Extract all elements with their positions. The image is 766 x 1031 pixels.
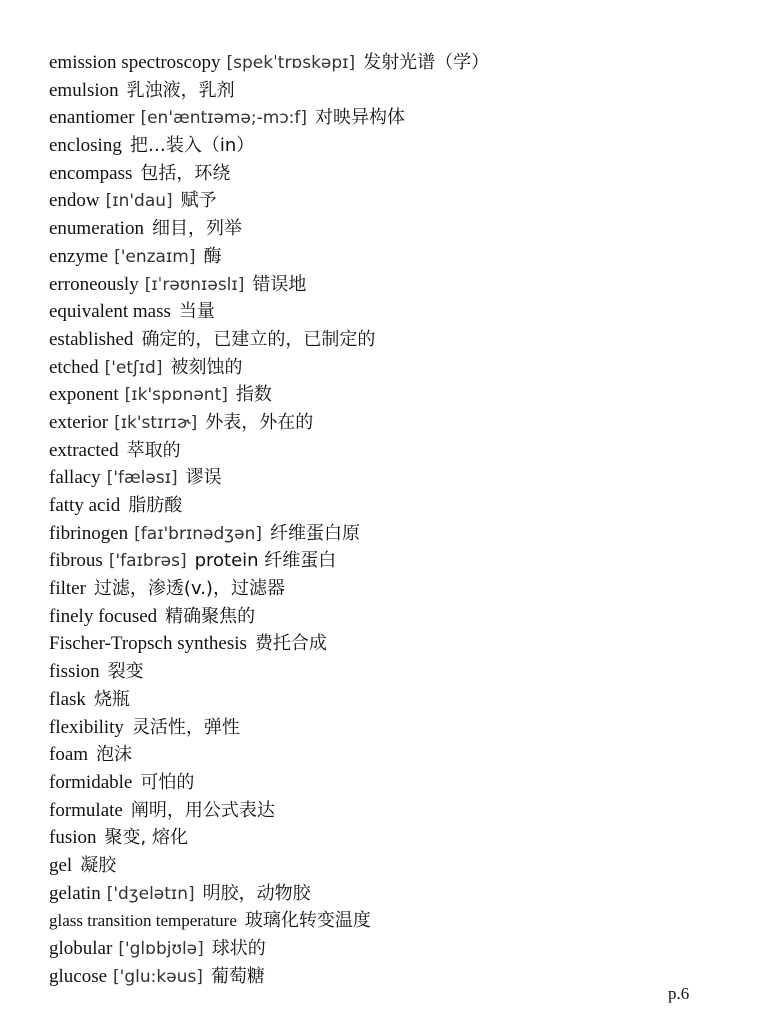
entry-translation: protein 纤维蛋白 bbox=[194, 550, 337, 572]
entry-pronunciation: ['etʃɪd] bbox=[104, 357, 163, 378]
entry-pronunciation: ['enzaɪm] bbox=[114, 246, 196, 267]
entry-term: fatty acid bbox=[49, 495, 121, 516]
entry-translation: 纤维蛋白原 bbox=[270, 522, 360, 544]
glossary-entry bbox=[49, 686, 749, 714]
entry-translation: 把…装入（in） bbox=[129, 135, 255, 157]
glossary-entry bbox=[49, 907, 749, 935]
glossary-entry bbox=[49, 354, 749, 382]
entry-term: formidable bbox=[49, 771, 133, 793]
entry-translation: 明胶，动物胶 bbox=[202, 882, 311, 904]
entry-translation: 细目，列举 bbox=[151, 218, 242, 240]
entry-translation: 费托合成 bbox=[254, 633, 327, 655]
entry-pronunciation: ['fæləsɪ] bbox=[106, 468, 178, 489]
entry-pronunciation: [spekˈtrɒskəpɪ] bbox=[226, 53, 356, 73]
entry-pronunciation: [en'æntɪəmə;-mɔ:f] bbox=[140, 108, 308, 129]
glossary-entry bbox=[49, 603, 749, 631]
entry-translation: 被刻蚀的 bbox=[170, 356, 243, 378]
glossary-entry bbox=[49, 824, 749, 852]
entry-translation: 精确聚焦的 bbox=[165, 605, 256, 627]
entry-term: emission spectroscopy bbox=[49, 52, 221, 73]
glossary-entry bbox=[49, 935, 749, 963]
glossary-entry bbox=[49, 797, 749, 825]
entry-translation: 发射光谱（学） bbox=[363, 52, 490, 73]
page-number: p.6 bbox=[668, 984, 690, 1003]
entry-translation: 凝胶 bbox=[80, 854, 117, 876]
glossary-entry bbox=[49, 215, 749, 243]
entry-translation: 赋予 bbox=[180, 190, 217, 212]
entry-term: gel bbox=[49, 854, 73, 876]
glossary-entry bbox=[49, 77, 749, 105]
entry-term: enclosing bbox=[49, 135, 122, 157]
glossary-entry bbox=[49, 714, 749, 742]
entry-pronunciation: [faɪ'brɪnədʒən] bbox=[134, 523, 262, 544]
entry-term: enantiomer bbox=[49, 107, 135, 129]
glossary-entry bbox=[49, 741, 749, 769]
entry-term: globular bbox=[49, 938, 113, 959]
entry-term: emulsion bbox=[49, 79, 119, 101]
glossary-entry bbox=[49, 243, 749, 271]
glossary-entry bbox=[49, 437, 749, 465]
entry-term: equivalent mass bbox=[49, 301, 171, 323]
entry-translation: 烧瓶 bbox=[93, 688, 130, 710]
entry-term: glucose bbox=[49, 965, 108, 987]
entry-term: exterior bbox=[49, 411, 109, 433]
glossary-entry bbox=[49, 160, 749, 188]
glossary-entry bbox=[49, 104, 749, 132]
glossary-entry bbox=[49, 547, 749, 575]
entry-term: filter bbox=[49, 578, 86, 600]
glossary-entry bbox=[49, 298, 749, 326]
entry-term: fusion bbox=[49, 827, 97, 849]
entry-translation: 包括，环绕 bbox=[140, 162, 231, 184]
entry-term: established bbox=[49, 328, 134, 350]
entry-term: Fischer-Tropsch synthesis bbox=[49, 633, 247, 655]
entry-term: flask bbox=[49, 688, 86, 710]
entry-translation: 外表，外在的 bbox=[205, 411, 314, 433]
glossary-entry bbox=[49, 658, 749, 686]
glossary-list bbox=[49, 49, 749, 990]
entry-term: erroneously bbox=[49, 273, 139, 295]
glossary-entry bbox=[49, 575, 749, 603]
entry-pronunciation: [ɪn'dau] bbox=[105, 191, 173, 212]
entry-translation: 玻璃化转变温度 bbox=[244, 910, 371, 932]
glossary-entry bbox=[49, 326, 749, 354]
entry-term: glass transition temperature bbox=[49, 911, 237, 931]
entry-term: fibrous bbox=[49, 550, 103, 572]
glossary-entry bbox=[49, 409, 749, 437]
entry-translation: 裂变 bbox=[107, 661, 144, 683]
entry-term: gelatin bbox=[49, 882, 101, 904]
entry-translation: 过滤，渗透(v.)，过滤器 bbox=[93, 578, 285, 600]
entry-pronunciation: [ɪˈrəʊnɪəslɪ] bbox=[144, 274, 245, 295]
entry-pronunciation: [ɪk'stɪrɪɚ] bbox=[114, 412, 198, 433]
glossary-entry bbox=[49, 630, 749, 658]
glossary-entry bbox=[49, 963, 749, 991]
entry-translation: 指数 bbox=[235, 384, 272, 406]
entry-translation: 球状的 bbox=[211, 938, 266, 959]
entry-translation: 谬误 bbox=[185, 467, 222, 489]
entry-translation: 泡沫 bbox=[96, 744, 133, 766]
entry-translation: 葡萄糖 bbox=[210, 965, 265, 987]
entry-term: finely focused bbox=[49, 605, 158, 627]
glossary-entry bbox=[49, 187, 749, 215]
glossary-entry bbox=[49, 464, 749, 492]
glossary-entry bbox=[49, 271, 749, 299]
entry-term: fallacy bbox=[49, 467, 101, 489]
entry-pronunciation: [ɪk'spɒnənt] bbox=[124, 385, 228, 406]
entry-translation: 确定的，已建立的，已制定的 bbox=[141, 328, 376, 350]
entry-term: extracted bbox=[49, 439, 119, 461]
entry-translation: 可怕的 bbox=[140, 771, 195, 793]
entry-pronunciation: ['dʒelətɪn] bbox=[106, 883, 195, 904]
entry-term: fission bbox=[49, 661, 100, 683]
glossary-entry bbox=[49, 132, 749, 160]
entry-translation: 聚变, 熔化 bbox=[104, 827, 188, 849]
glossary-entry bbox=[49, 381, 749, 409]
entry-translation: 灵活性，弹性 bbox=[131, 716, 240, 738]
entry-term: formulate bbox=[49, 799, 123, 821]
entry-translation: 错误地 bbox=[252, 273, 307, 295]
entry-pronunciation: ['glɒbjʊlə] bbox=[118, 939, 204, 959]
entry-translation: 当量 bbox=[178, 301, 215, 323]
entry-term: enumeration bbox=[49, 218, 144, 240]
entry-term: enzyme bbox=[49, 245, 109, 267]
glossary-entry bbox=[49, 492, 749, 520]
entry-term: exponent bbox=[49, 384, 119, 406]
entry-term: fibrinogen bbox=[49, 522, 129, 544]
entry-translation: 对映异构体 bbox=[315, 107, 406, 129]
entry-pronunciation: ['faɪbrəs] bbox=[108, 551, 187, 572]
entry-term: flexibility bbox=[49, 716, 124, 738]
entry-translation: 阐明，用公式表达 bbox=[130, 799, 275, 821]
glossary-entry bbox=[49, 520, 749, 548]
entry-term: encompass bbox=[49, 162, 133, 184]
entry-term: endow bbox=[49, 190, 100, 212]
glossary-entry bbox=[49, 49, 749, 77]
entry-translation: 酶 bbox=[203, 245, 222, 267]
glossary-entry bbox=[49, 852, 749, 880]
glossary-entry bbox=[49, 880, 749, 908]
glossary-entry bbox=[49, 769, 749, 797]
entry-translation: 脂肪酸 bbox=[128, 495, 183, 516]
entry-translation: 乳浊液，乳剂 bbox=[126, 79, 235, 101]
entry-translation: 萃取的 bbox=[126, 439, 181, 461]
entry-term: foam bbox=[49, 744, 89, 766]
entry-pronunciation: ['glu:kəus] bbox=[113, 966, 203, 987]
entry-term: etched bbox=[49, 356, 99, 378]
